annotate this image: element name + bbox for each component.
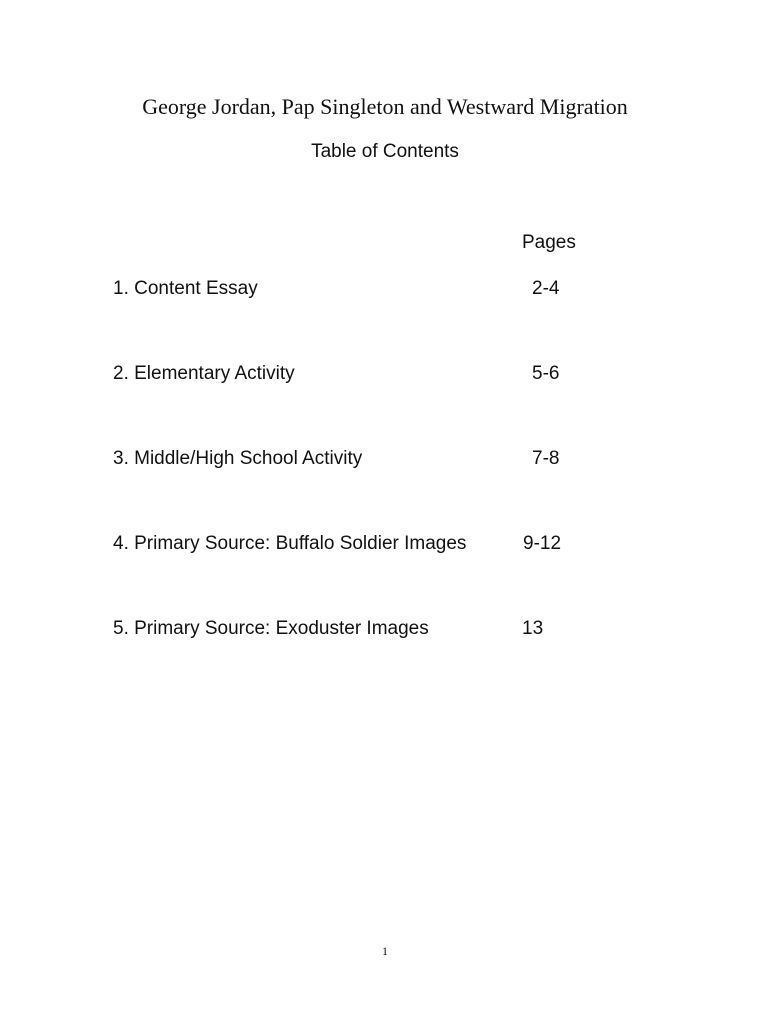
toc-entry-pages: 9-12 (523, 533, 562, 554)
toc-entry-label: 1. Content Essay (113, 278, 258, 299)
toc-entry-label: 4. Primary Source: Buffalo Soldier Images (113, 533, 467, 554)
toc-entry-pages: 7-8 (532, 448, 560, 469)
pages-column-header: Pages (522, 232, 576, 253)
page-number: 1 (382, 944, 388, 958)
document-title: George Jordan, Pap Singleton and Westward Migration (142, 94, 628, 119)
toc-entry (113, 361, 613, 387)
toc-heading: Table of Contents (311, 141, 459, 162)
toc-entry (113, 446, 613, 472)
toc-entry (113, 276, 613, 302)
toc-entry (113, 616, 613, 642)
toc-entry-label: 3. Middle/High School Activity (113, 448, 363, 469)
toc-entry (113, 531, 613, 557)
toc-entry-label: 2. Elementary Activity (113, 363, 295, 384)
toc-entry-pages: 2-4 (532, 278, 560, 299)
toc-entry-pages: 13 (522, 618, 544, 639)
toc-entry-pages: 5-6 (532, 363, 560, 384)
toc-entry-label: 5. Primary Source: Exoduster Images (113, 618, 429, 639)
